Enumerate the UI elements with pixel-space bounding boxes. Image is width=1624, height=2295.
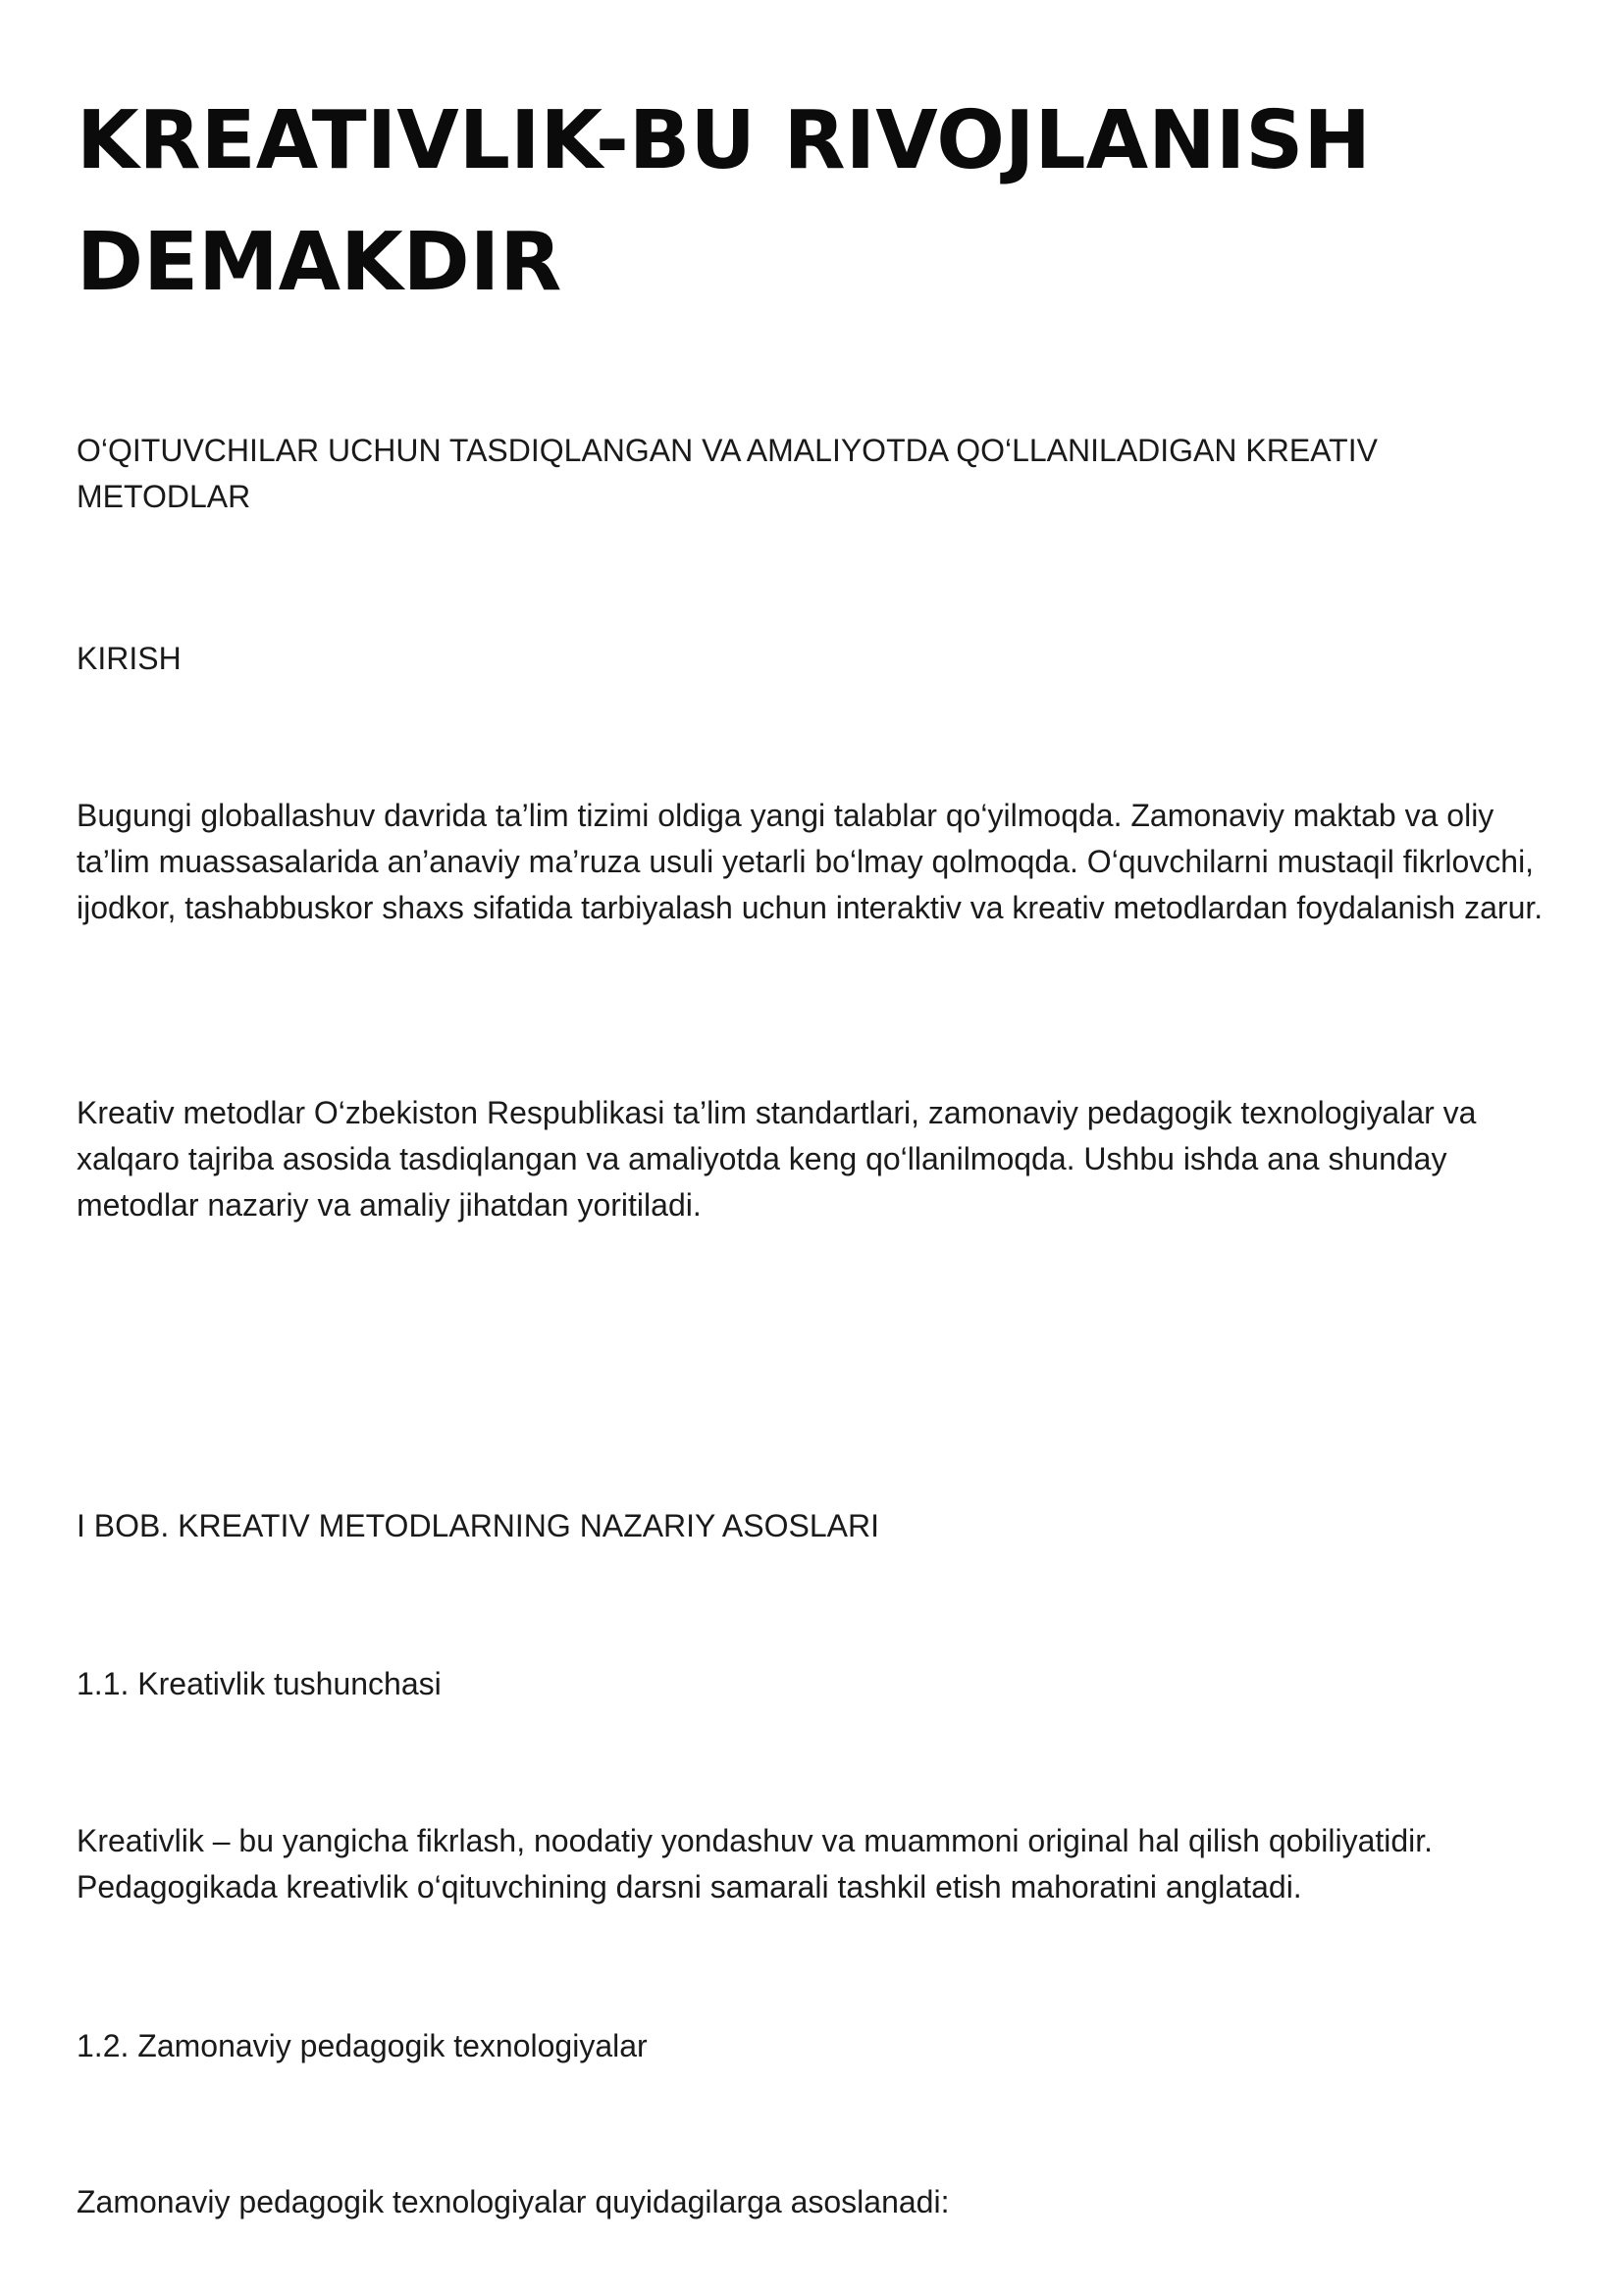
intro-paragraph-2: Kreativ metodlar O‘zbekiston Respublikasi ta’lim standartlari, zamonaviy pedagogik texnologiyalar va xalqaro tajriba asosida tasdiqlangan va amaliyotda keng qo‘llanilmoqda. Ushbu ishda ana shunday metodlar nazariy va amaliy jihatdan yoritiladi.: [77, 1095, 1477, 1223]
intro-paragraph-1: Bugungi globallashuv davrida ta’lim tizimi oldiga yangi talablar qo‘yilmoqda. Zamonaviy maktab va oliy ta’lim muassasalarida an’anaviy ma’ruza usuli yetarli bo‘lmay qolmoqda. O‘quvchilarni mustaqil fikrlovchi, ijodkor, tashabbuskor shaxs sifatida tarbiyalash uchun interaktiv va kreativ metodlardan foydalanish zarur.: [77, 798, 1544, 925]
section-1-2-heading: 1.2. Zamonaviy pedagogik texnologiyalar: [77, 2028, 648, 2063]
section-1-2-paragraph: Zamonaviy pedagogik texnologiyalar quyidagilarga asoslanadi:: [77, 2184, 950, 2219]
chapter-1-heading: I BOB. KREATIV METODLARNING NAZARIY ASOSLARI: [77, 1508, 879, 1543]
section-1-1-paragraph: Kreativlik – bu yangicha fikrlash, noodatiy yondashuv va muammoni original hal qilish qobiliyatidir. Pedagogikada kreativlik o‘qituvchining darsni samarali tashkil etish mahoratini anglatadi.: [77, 1823, 1434, 1904]
document-subtitle: O‘QITUVCHILAR UCHUN TASDIQLANGAN VA AMALIYOTDA QO‘LLANILADIGAN KREATIV METODLAR: [77, 433, 1378, 514]
section-1-1-heading: 1.1. Kreativlik tushunchasi: [77, 1666, 442, 1701]
intro-heading: KIRISH: [77, 641, 182, 676]
document-title: KREATIVLIK-BU RIVOJLANISH DEMAKDIR: [77, 94, 1371, 309]
